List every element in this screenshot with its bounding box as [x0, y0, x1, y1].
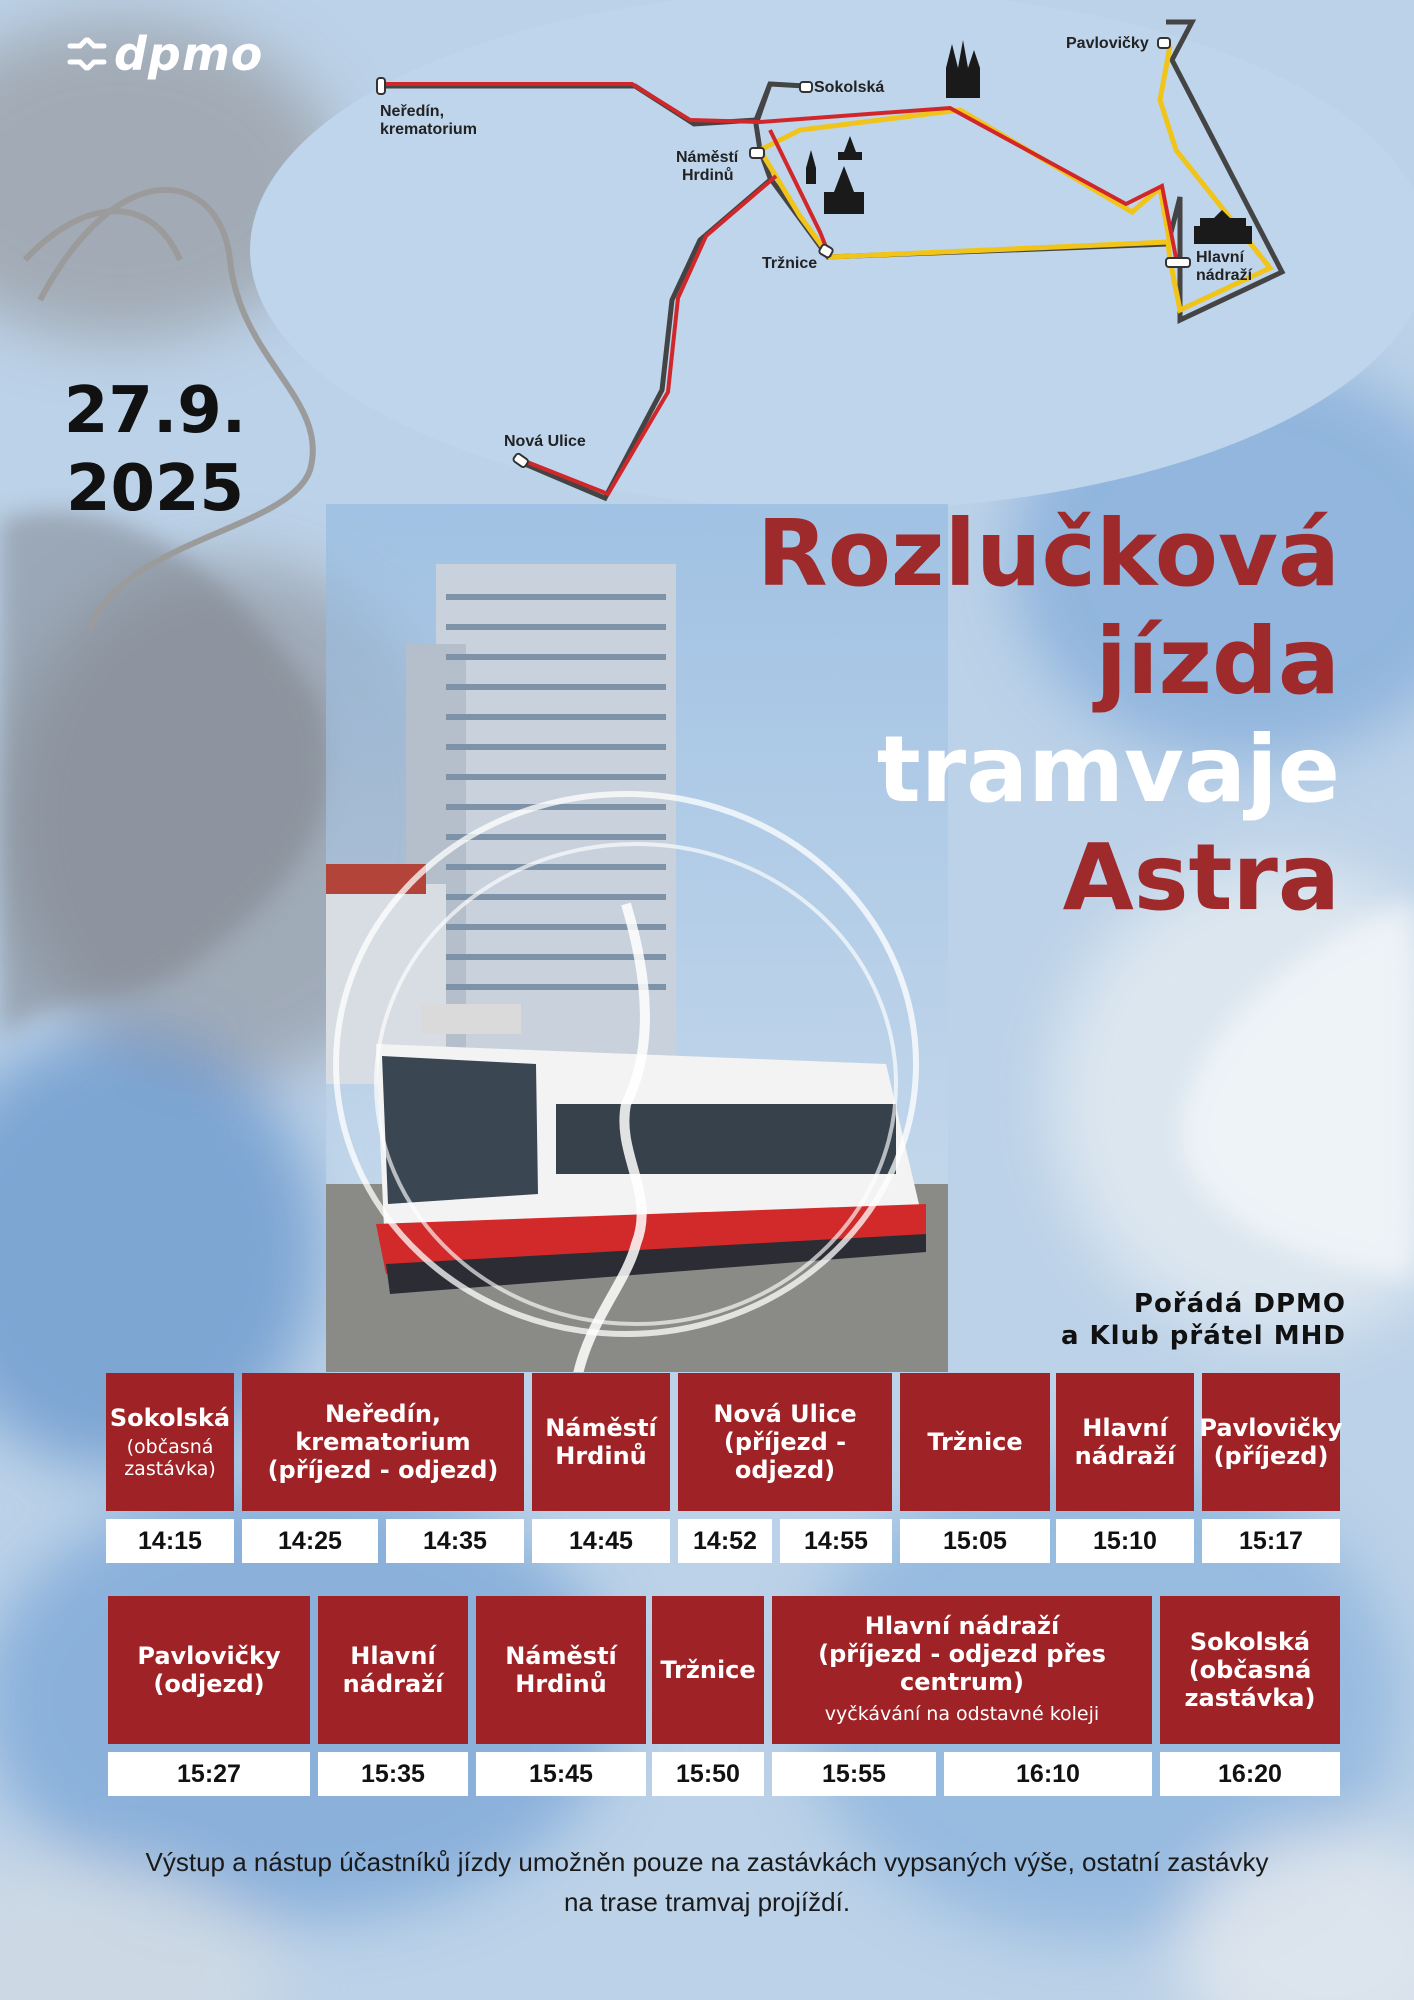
schedule-time: 15:05 [900, 1519, 1050, 1563]
schedule-time: 14:52 [678, 1519, 772, 1563]
header-title: Hlavní nádraží [864, 1612, 1060, 1640]
schedule-header [108, 1596, 310, 1744]
organizer-line-1: Pořádá DPMO [1133, 1289, 1346, 1319]
schedule-header [318, 1596, 468, 1744]
schedule-time: 14:35 [386, 1519, 524, 1563]
event-title [757, 500, 1340, 932]
map-label-neredin-2: krematorium [380, 121, 477, 138]
schedule-time: 15:55 [772, 1752, 936, 1796]
schedule-time: 14:45 [532, 1519, 670, 1563]
header-detail: (občasná zastávka) [124, 1436, 216, 1480]
header-title: Pavlovičky [1199, 1414, 1343, 1442]
header-title: Sokolská [109, 1404, 231, 1432]
header-detail: (příjezd - odjezd přes centrum) [818, 1640, 1106, 1696]
event-date-day: 27.9. [63, 374, 247, 448]
event-date [60, 372, 250, 528]
schedule-time: 16:10 [944, 1752, 1152, 1796]
header-title: Tržnice [660, 1656, 756, 1684]
schedule-time: 15:27 [108, 1752, 310, 1796]
schedule-header [652, 1596, 764, 1744]
schedule-time: 14:25 [242, 1519, 378, 1563]
header-note: vyčkávání na odstavné koleji [824, 1703, 1100, 1725]
logo-text: dpmo [114, 27, 264, 81]
title-line-2: jízda [1095, 608, 1340, 715]
event-date-year: 2025 [65, 452, 245, 526]
logo-mark-icon [66, 36, 108, 72]
header-title: Nová Ulice [713, 1400, 857, 1428]
schedule-time: 15:45 [476, 1752, 646, 1796]
map-label-trznice: Tržnice [762, 255, 818, 272]
schedule-time: 14:15 [106, 1519, 234, 1563]
schedule-header [476, 1596, 646, 1744]
header-title: Hlavní nádraží [1074, 1414, 1176, 1470]
schedule-time: 14:55 [780, 1519, 892, 1563]
header-title: Pavlovičky [137, 1642, 281, 1670]
map-label-neredin-1: Neředín, [380, 103, 445, 120]
schedule-header [242, 1373, 524, 1511]
schedule-header [532, 1373, 670, 1511]
schedule-time: 15:10 [1056, 1519, 1194, 1563]
organizer-line-2: a Klub přátel MHD [1060, 1321, 1346, 1351]
map-label-hlavni-2: nádraží [1196, 267, 1253, 284]
title-line-3: tramvaje [876, 716, 1340, 823]
organizer [1061, 1288, 1346, 1352]
header-title: Tržnice [927, 1428, 1023, 1456]
header-title: Sokolská [1189, 1628, 1311, 1656]
header-title: Neředín, krematorium [295, 1400, 471, 1456]
header-detail: (příjezd - odjezd) [267, 1456, 499, 1484]
schedule-time: 15:17 [1202, 1519, 1340, 1563]
schedule-time: 16:20 [1160, 1752, 1340, 1796]
schedule-header [1056, 1373, 1194, 1511]
schedule-header [678, 1373, 892, 1511]
schedule-time: 15:35 [318, 1752, 468, 1796]
map-label-nova-ulice: Nová Ulice [504, 433, 586, 450]
schedule-header [772, 1596, 1152, 1744]
schedule-header [106, 1373, 234, 1511]
map-label-sokolska: Sokolská [814, 79, 885, 96]
header-title: Náměstí Hrdinů [545, 1414, 657, 1470]
schedule-header [1199, 1373, 1343, 1511]
header-detail: (příjezd -odjezd) [723, 1428, 847, 1484]
schedule-header [900, 1373, 1050, 1511]
schedule-time: 15:50 [652, 1752, 764, 1796]
header-detail: (odjezd) [153, 1670, 265, 1698]
header-detail: (příjezd) [1213, 1442, 1329, 1470]
header-title: Náměstí Hrdinů [505, 1642, 617, 1698]
map-label-hlavni-1: Hlavní [1196, 249, 1245, 266]
map-label-namesti-2: Hrdinů [682, 167, 734, 184]
map-label-namesti-1: Náměstí [676, 149, 739, 166]
footer-line-1: Výstup a nástup účastníků jízdy umožněn pouze na zastávkách vypsaných výše, ostatní zastávky [145, 1847, 1269, 1877]
title-line-1: Rozlučková [756, 500, 1340, 607]
map-label-pavlovicky: Pavlovičky [1066, 35, 1149, 52]
schedule-header [1160, 1596, 1340, 1744]
header-detail: (občasná zastávka) [1184, 1656, 1316, 1712]
header-title: Hlavní nádraží [342, 1642, 444, 1698]
footer-line-2: na trase tramvaj projíždí. [563, 1887, 851, 1917]
footer-note [96, 1842, 1318, 1922]
title-line-4: Astra [1062, 824, 1340, 931]
dpmo-logo [66, 27, 264, 81]
